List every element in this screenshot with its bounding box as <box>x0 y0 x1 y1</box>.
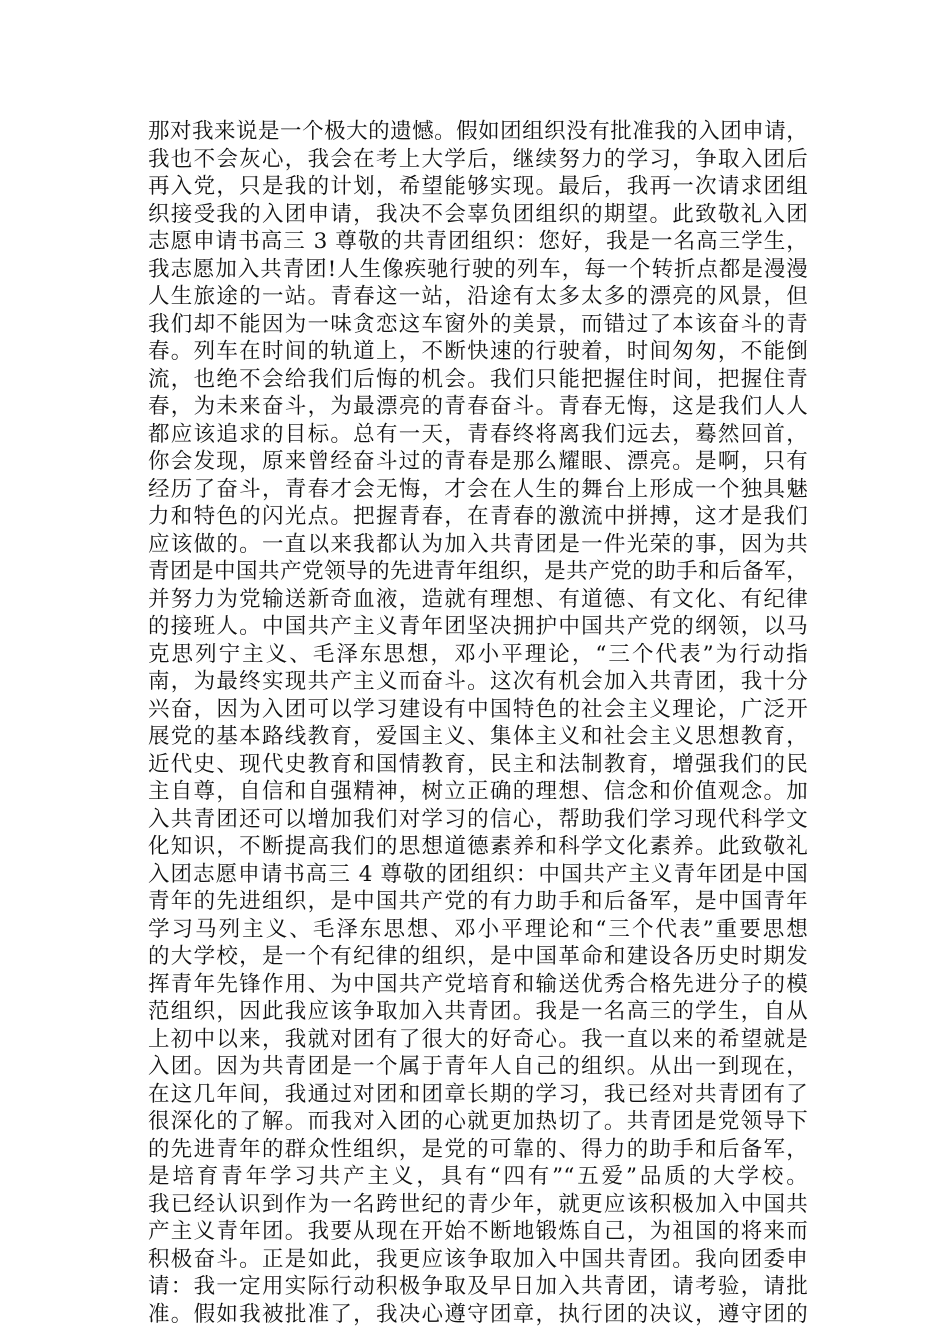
text-line: 是培育青年学习共产主义，具有“四有”“五爱”品质的大学校。 <box>148 1164 808 1189</box>
text-line: 再入党，只是我的计划，希望能够实现。最后，我再一次请求团组 <box>148 174 808 199</box>
text-line: 青年的先进组织，是中国共产党的有力助手和后备军，是中国青年 <box>148 889 808 914</box>
text-line: 学习马列主义、毛泽东思想、邓小平理论和“三个代表”重要思想 <box>148 916 808 942</box>
text-line: 范组织，因此我应该争取加入共青团。我是一名高三的学生，自从 <box>148 999 808 1024</box>
text-line: 织接受我的入团申请，我决不会辜负团组织的期望。此致敬礼入团 <box>148 201 808 227</box>
text-line: 我也不会灰心，我会在考上大学后，继续努力的学习，争取入团后 <box>148 146 808 172</box>
text-line: 春。列车在时间的轨道上，不断快速的行驶着，时间匆匆，不能倒 <box>148 339 808 364</box>
text-line: 春，为未来奋斗，为最漂亮的青春奋斗。青春无悔，这是我们人人 <box>148 394 808 419</box>
text-line: 人生旅途的一站。青春这一站，沿途有太多太多的漂亮的风景，但 <box>148 284 808 309</box>
text-line: 入团。因为共青团是一个属于青年人自己的组织。从出一到现在， <box>148 1054 808 1079</box>
text-line: 准。假如我被批准了，我决心遵守团章，执行团的决议，遵守团的 <box>148 1301 808 1327</box>
text-line: 展党的基本路线教育，爱国主义、集体主义和社会主义思想教育， <box>148 724 808 749</box>
text-line: 都应该追求的目标。总有一天，青春终将离我们远去，蓦然回首， <box>148 421 808 447</box>
text-line: 志愿申请书高三 3 尊敬的共青团组织：您好，我是一名高三学生， <box>148 229 808 254</box>
text-line: 主自尊，自信和自强精神，树立正确的理想、信念和价值观念。加 <box>148 779 808 804</box>
text-line: 很深化的了解。而我对入团的心就更加热切了。共青团是党领导下 <box>148 1109 808 1134</box>
text-line: 的先进青年的群众性组织，是党的可靠的、得力的助手和后备军， <box>148 1136 808 1162</box>
text-line: 近代史、现代史教育和国情教育，民主和法制教育，增强我们的民 <box>148 751 808 777</box>
text-line: 你会发现，原来曾经奋斗过的青春是那么耀眼、漂亮。是啊，只有 <box>148 449 808 474</box>
text-line: 产主义青年团。我要从现在开始不断地锻炼自己，为祖国的将来而 <box>148 1219 808 1244</box>
text-line: 流，也绝不会给我们后悔的机会。我们只能把握住时间，把握住青 <box>148 366 808 392</box>
text-line: 在这几年间，我通过对团和团章长期的学习，我已经对共青团有了 <box>148 1081 808 1107</box>
text-line: 挥青年先锋作用、为中国共产党培育和输送优秀合格先进分子的模 <box>148 971 808 997</box>
text-line: 应该做的。一直以来我都认为加入共青团是一件光荣的事，因为共 <box>148 531 808 557</box>
text-line: 的接班人。中国共产主义青年团坚决拥护中国共产党的纲领，以马 <box>148 614 808 639</box>
text-line: 克思列宁主义、毛泽东思想，邓小平理论，“三个代表”为行动指 <box>148 641 808 667</box>
body-text <box>148 118 808 1328</box>
text-line: 兴奋，因为入团可以学习建设有中国特色的社会主义理论，广泛开 <box>148 696 808 722</box>
text-line: 并努力为党输送新奇血液，造就有理想、有道德、有文化、有纪律 <box>148 586 808 612</box>
text-line: 化知识，不断提高我们的思想道德素养和科学文化素养。此致敬礼 <box>148 834 808 859</box>
text-line: 那对我来说是一个极大的遗憾。假如团组织没有批准我的入团申请， <box>148 119 808 144</box>
text-line: 南，为最终实现共产主义而奋斗。这次有机会加入共青团，我十分 <box>148 669 808 694</box>
text-line: 积极奋斗。正是如此，我更应该争取加入中国共青团。我向团委申 <box>148 1246 808 1272</box>
text-line: 经历了奋斗，青春才会无悔，才会在人生的舞台上形成一个独具魅 <box>148 476 808 502</box>
text-line: 我志愿加入共青团!人生像疾驰行驶的列车，每一个转折点都是漫漫 <box>148 256 808 282</box>
text-line: 力和特色的闪光点。把握青春，在青春的激流中拼搏，这才是我们 <box>148 504 808 529</box>
text-line: 请：我一定用实际行动积极争取及早日加入共青团，请考验，请批 <box>148 1274 808 1299</box>
text-line: 的大学校，是一个有纪律的组织，是中国革命和建设各历史时期发 <box>148 944 808 969</box>
text-line: 我已经认识到作为一名跨世纪的青少年，就更应该积极加入中国共 <box>148 1191 808 1217</box>
text-line: 入团志愿申请书高三 4 尊敬的团组织：中国共产主义青年团是中国 <box>148 861 808 887</box>
text-line: 上初中以来，我就对团有了很大的好奇心。我一直以来的希望就是 <box>148 1026 808 1052</box>
text-line: 入共青团还可以增加我们对学习的信心，帮助我们学习现代科学文 <box>148 806 808 832</box>
text-line: 青团是中国共产党领导的先进青年组织，是共产党的助手和后备军， <box>148 559 808 584</box>
text-line: 我们却不能因为一味贪恋这车窗外的美景，而错过了本该奋斗的青 <box>148 311 808 337</box>
